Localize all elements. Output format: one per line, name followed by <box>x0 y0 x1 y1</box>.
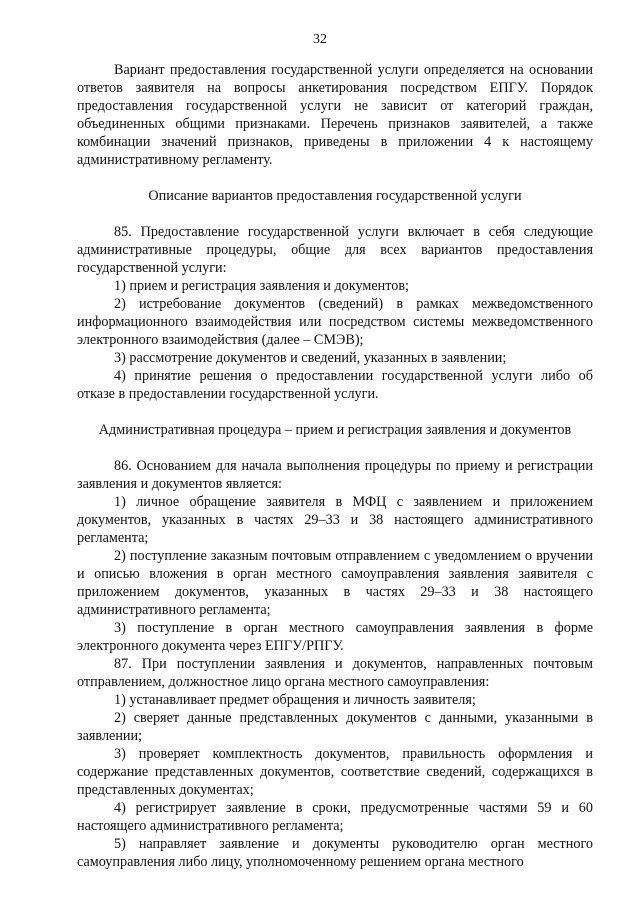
list-item-87-1: 1) устанавливает предмет обращения и личность заявителя; <box>114 692 476 708</box>
list-item-87-4: 4) регистрирует заявление в сроки, предусмотренные частями 59 и 60 настоящего административного регламента; <box>77 800 593 834</box>
list-item-85-4: 4) принятие решения о предоставлении государственной услуги либо об отказе в предоставлении государственной услуги. <box>77 368 593 402</box>
list-item-85-3: 3) рассмотрение документов и сведений, указанных в заявлении; <box>114 350 507 366</box>
list-item-85-2: 2) истребование документов (сведений) в рамках межведомственного информационного взаимодействия или посредством системы межведомственного электронного взаимодействия (далее – СМЭВ); <box>77 296 593 348</box>
list-item-87-2: 2) сверяет данные представленных документов с данными, указанными в заявлении; <box>77 710 593 744</box>
paragraph-87: 87. При поступлении заявления и документов, направленных почтовым отправлением, должностное лицо органа местного самоуправления: <box>77 656 593 690</box>
list-item-87-5: 5) направляет заявление и документы руководителю орган местного самоуправления либо лицу, уполномоченному решением органа местного <box>77 836 593 870</box>
list-item-86-1: 1) личное обращение заявителя в МФЦ с заявлением и приложением документов, указанных в частях 29–33 и 38 настоящего административного регламента; <box>77 494 593 546</box>
paragraph-variant-determination: Вариант предоставления государственной услуги определяется на основании ответов заявителя на вопросы анкетирования посредством ЕПГУ. Порядок предоставления государственной услуги не зависит от категорий граждан, объединенных общими признаками. Перечень признаков заявителей, а также комбинации значений признаков, приведены в приложении 4 к настоящему административному регламенту. <box>77 62 593 168</box>
list-item-86-2: 2) поступление заказным почтовым отправлением с уведомлением о вручении и описью вложения в орган местного самоуправления заявления заявителя с приложением документов, указанных в частях 29–33 и 38 настоящего административного регламента; <box>77 548 593 618</box>
paragraph-85: 85. Предоставление государственной услуги включает в себя следующие административные процедуры, общие для всех вариантов предоставления государственной услуги: <box>77 224 593 276</box>
section-heading-variants: Описание вариантов предоставления государственной услуги <box>148 188 522 204</box>
document-body <box>77 61 593 871</box>
list-item-85-1: 1) прием и регистрация заявления и документов; <box>114 278 409 294</box>
page-number: 32 <box>313 32 327 47</box>
list-item-87-3: 3) проверяет комплектность документов, правильность оформления и содержание представленных документов, соответствие сведений, содержащихся в представленных документах; <box>77 746 593 798</box>
paragraph-86: 86. Основанием для начала выполнения процедуры по приему и регистрации заявления и документов является: <box>77 458 593 492</box>
section-heading-reception: Административная процедура – прием и регистрация заявления и документов <box>98 422 572 438</box>
list-item-86-3: 3) поступление в орган местного самоуправления заявления в форме электронного документа через ЕПГУ/РПГУ. <box>77 620 593 654</box>
